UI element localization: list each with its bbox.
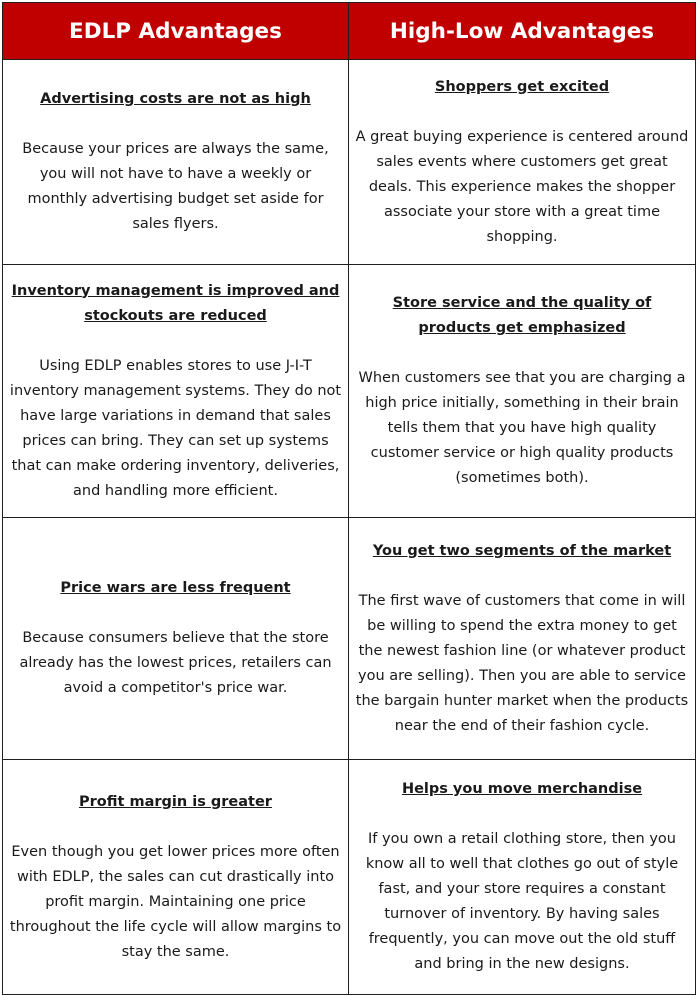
edlp-cell — [3, 60, 349, 265]
advantage-text: The first wave of customers that come in will be willing to spend the extra money to get the newest fashion line (or whatever product you are selling). Then you are able to service the bargain hunter market when the products near the end of their fashion cycle. — [355, 592, 689, 734]
advantage-heading: Store service and the quality of products get emphasized — [392, 295, 652, 336]
highlow-cell — [349, 518, 696, 760]
advantage-text: Using EDLP enables stores to use J-I-T inventory management systems. They do not have large variations in demand that sales prices can bring. They can set up systems that can make ordering inventory, deliveries, and handling more efficient. — [9, 357, 342, 499]
header-highlow: High-Low Advantages — [349, 3, 696, 60]
table-row — [3, 265, 696, 518]
edlp-cell — [3, 265, 349, 518]
comparison-document — [2, 2, 695, 993]
highlow-cell — [349, 60, 696, 265]
advantage-heading: Profit margin is greater — [79, 793, 272, 810]
highlow-cell — [349, 265, 696, 518]
advantage-text: A great buying experience is centered around sales events where customers get great deals. This experience makes the shopper associate your store with a great time shopping. — [355, 128, 689, 245]
advantage-heading: Helps you move merchandise — [401, 781, 643, 797]
advantage-heading: Inventory management is improved and stockouts are reduced — [11, 282, 340, 324]
edlp-cell — [3, 760, 349, 995]
advantage-text: When customers see that you are charging a high price initially, something in their brain tells them that you have high quality customer service or high quality products (sometimes both). — [358, 370, 686, 486]
table-row — [3, 760, 696, 995]
header-edlp: EDLP Advantages — [3, 3, 349, 60]
table-row — [3, 518, 696, 760]
advantage-heading: Advertising costs are not as high — [40, 91, 311, 107]
highlow-cell — [349, 760, 696, 995]
advantage-heading: Price wars are less frequent — [60, 580, 291, 596]
advantage-text: Because consumers believe that the store already has the lowest prices, retailers can avoid a competitor's price war. — [19, 630, 332, 696]
advantage-text: If you own a retail clothing store, then you know all to well that clothes go out of style fast, and your store requires a constant turnover of inventory. By having sales frequently, you can move out the old stuff and bring in the new designs. — [365, 831, 679, 972]
advantage-heading: You get two segments of the market — [372, 542, 672, 559]
comparison-table — [2, 2, 696, 995]
header-row — [3, 3, 696, 60]
advantage-text: Because your prices are always the same, you will not have to have a weekly or monthly advertising budget set aside for sales flyers. — [22, 141, 329, 232]
edlp-cell — [3, 518, 349, 760]
advantage-heading: Shoppers get excited — [434, 78, 610, 95]
table-row — [3, 60, 696, 265]
advantage-text: Even though you get lower prices more often with EDLP, the sales can cut drastically into profit margin. Maintaining one price throughout the life cycle will allow margins to stay the same. — [9, 843, 342, 960]
